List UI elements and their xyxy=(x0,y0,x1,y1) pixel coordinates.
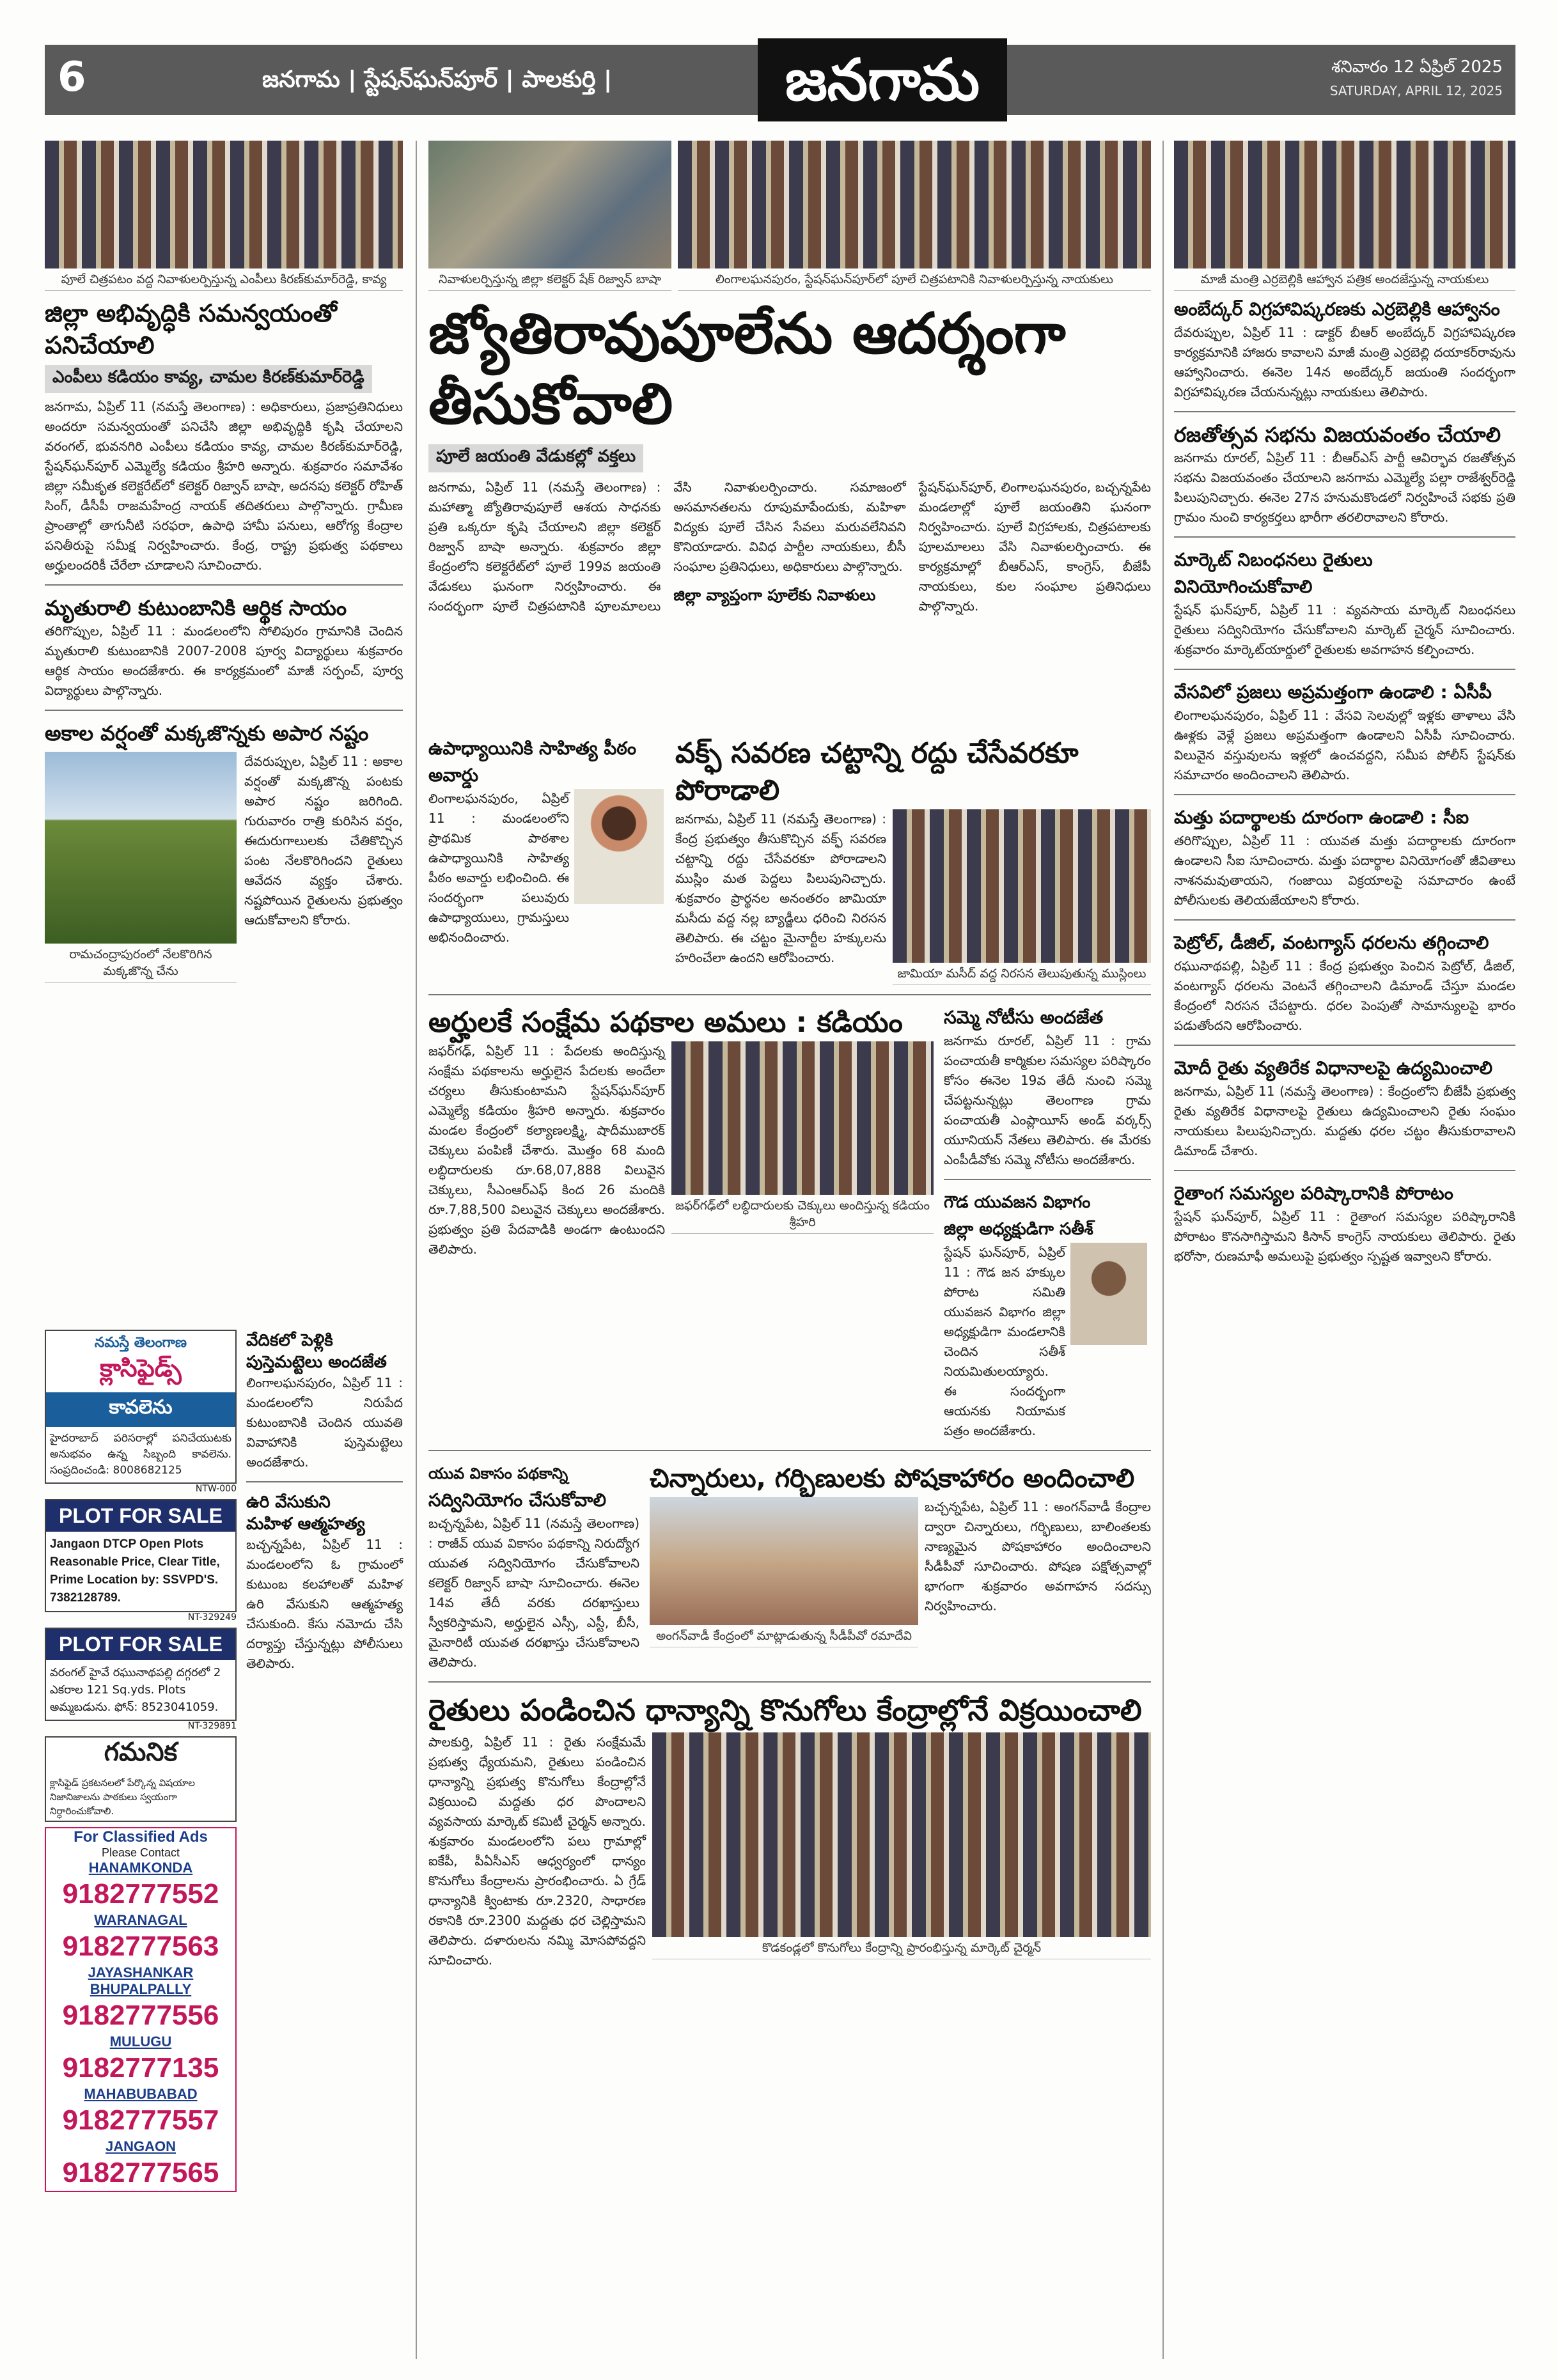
contact-region: JANGAON xyxy=(105,2138,176,2154)
article-body: దేవరుప్పుల, ఏప్రిల్ 11 : అకాల వర్షంతో మక్కజొన్న పంటకు అపార నష్టం జరిగింది. గురువారం రాత్రి కురిసిన వర్షం, ఈదురుగాలులకు చేతికొచ్చిన పంట నేలకొరిగిందని రైతులు ఆవేదన వ్యక్తం చేశారు. నష్టపోయిన రైతులను ప్రభుత్వం ఆదుకోవాలని కోరారు. xyxy=(244,754,403,928)
waqf-story xyxy=(675,735,1151,985)
photo-caption: అంగన్‌వాడీ కేంద్రంలో మాట్లాడుతున్న సీడీపీవో రమాదేవి xyxy=(650,1625,918,1647)
headline: యువ వికాసం పథకాన్ని xyxy=(428,1465,568,1482)
headline: సమ్మె నోటీసు అందజేత xyxy=(944,1007,1104,1028)
divider xyxy=(428,1681,1151,1683)
photo-anganwadi xyxy=(650,1497,918,1625)
photo-collector-tribute xyxy=(428,141,671,268)
subheadline: మహిళ ఆత్మహత్య xyxy=(246,1514,365,1534)
kicker: ఎంపీలు కడియం కావ్య, చామల కిరణ్‌కుమార్‌రెడ్డి xyxy=(45,365,372,393)
notice-box xyxy=(45,1736,237,1822)
photo-caption: పూలే చిత్రపటం వద్ద నివాళులర్పిస్తున్న ఎంపీలు కిరణ్‌కుమార్‌రెడ్డి, కావ్య xyxy=(45,268,403,291)
contact-box xyxy=(45,1827,237,2192)
contact-region: WARANAGAL xyxy=(94,1912,187,1928)
subheadline: పుస్తెమట్టెలు అందజేత xyxy=(246,1353,387,1372)
plot-ad-body: వరంగల్ హైవే రఘునాథపల్లి దగ్గరలో 2 ఎకరాల 121 Sq.yds. Plots అమ్మబడును. ఫోన్: 8523041059. xyxy=(50,1666,221,1714)
kavalenu-body: హైదరాబాద్ పరిసరాల్లో పనిచేయుటకు అనుభవం ఉన్న సిబ్బంది కావలెను. సంప్రదించండి: 8008682125 xyxy=(50,1432,231,1477)
youth-story xyxy=(428,1460,639,1672)
nutrition-story xyxy=(650,1460,1151,1672)
divider xyxy=(1174,411,1515,412)
column-1b xyxy=(246,1330,403,1674)
welfare-story xyxy=(428,1004,934,1441)
photo-protest xyxy=(893,809,1151,963)
masthead-regions: జనగామ | స్టేషన్‌ఘన్‌పూర్ | పాలకుర్తి | xyxy=(262,66,613,93)
article-body: తరిగొప్పుల, ఏప్రిల్ 11 : మండలంలోని సోలిపురం గ్రామానికి చెందిన మృతురాలి కుటుంబానికి 2007-2008 పూర్వ విద్యార్థులు శుక్రవారం ఆర్థిక సాయం అందజేశారు. ఈ కార్యక్రమంలో మాజీ సర్పంచ్, పూర్వ విద్యార్థులు పాల్గొన్నారు. xyxy=(45,623,403,698)
plot-ad-heading: PLOT FOR SALE xyxy=(46,1500,235,1532)
headline: మోదీ రైతు వ్యతిరేక విధానాలపై ఉద్యమించాలి xyxy=(1174,1057,1492,1078)
article-body: దేవరుప్పుల, ఏప్రిల్ 11 : డాక్టర్ బీఆర్ అంబేద్కర్ విగ్రహావిష్కరణ కార్యక్రమానికి హాజరు కావాలని మాజీ మంత్రి ఎర్రబెల్లి దయాకర్‌రావును ఆహ్వానించారు. ఈనెల 14న అంబేద్కర్ జయంతి సందర్భంగా విగ్రహావిష్కరణ చేయనున్నట్లు నాయకులు తెలిపారు. xyxy=(1174,325,1515,400)
photo-damaged-crop xyxy=(45,752,237,944)
grain-story xyxy=(428,1692,1151,1970)
photo-caption: లింగాలఘనపురం, స్టేషన్‌ఘన్‌పూర్‌లో పూలే చిత్రపటానికి నివాళులర్పిస్తున్న నాయకులు xyxy=(678,268,1151,291)
headline: అంబేద్కర్ విగ్రహావిష్కరణకు ఎర్రబెల్లికి ఆహ్వానం xyxy=(1174,299,1500,320)
article-body: లింగాలఘనపురం, ఏప్రిల్ 11 : మండలంలోని ప్రాథమిక పాఠశాల ఉపాధ్యాయినికి సాహిత్య పీఠం అవార్డు లభించింది. ఈ సందర్భంగా పలువురు ఉపాధ్యాయులు, గ్రామస్తులు అభినందించారు. xyxy=(428,791,569,945)
divider xyxy=(246,1481,403,1482)
contact-subheading: Please Contact xyxy=(101,1846,180,1859)
article-body: బచ్చన్నపేట, ఏప్రిల్ 11 : మండలంలోని ఓ గ్రామంలో కుటుంబ కలహాలతో మహిళ ఉరి వేసుకుని ఆత్మహత్య చేసుకుంది. కేసు నమోదు చేసి దర్యాప్తు చేస్తున్నట్లు పోలీసులు తెలిపారు. xyxy=(246,1537,403,1671)
headline: వేసవిలో ప్రజలు అప్రమత్తంగా ఉండాలి : ఏసీపీ xyxy=(1174,681,1492,703)
headline: మత్తు పదార్థాలకు దూరంగా ఉండాలి : సీఐ xyxy=(1174,807,1469,828)
photo-pule-tribute xyxy=(45,141,403,268)
divider xyxy=(45,584,403,586)
award-story xyxy=(428,735,665,985)
article-body: స్టేషన్ ఘన్‌పూర్, ఏప్రిల్ 11 : వ్యవసాయ మార్కెట్ నిబంధనలు రైతులు సద్వినియోగం చేసుకోవాలని మార్కెట్ చైర్మన్ సూచించారు. శుక్రవారం మార్కెట్‌యార్డులో రైతులకు అవగాహన కల్పించారు. xyxy=(1174,602,1515,657)
notice-body: క్లాసిఫైడ్ ప్రకటనలలో పేర్కొన్న విషయాల నిజానిజాలను పాఠకులు స్వయంగా నిర్ధారించుకోవాలి. xyxy=(50,1777,195,1817)
headline: అకాల వర్షంతో మక్కజొన్నకు అపార నష్టం xyxy=(45,721,369,745)
lead-kicker: పూలే జయంతి వేడుకల్లో వక్తలు xyxy=(428,444,643,472)
column-rule xyxy=(1162,141,1164,2359)
photo-teacher xyxy=(574,789,664,904)
notice-heading: గమనిక xyxy=(104,1738,178,1767)
subheadline: జిల్లా అధ్యక్షుడిగా సతీశ్ xyxy=(944,1220,1093,1239)
headline: వేదికలో పెళ్లికి xyxy=(246,1331,333,1350)
headline: గౌడ యువజన విభాగం xyxy=(944,1193,1091,1212)
lead-headline: జ్యోతిరావుపూలేను ఆదర్శంగా తీసుకోవాలి xyxy=(428,300,1066,437)
headline: ఉరి వేసుకుని xyxy=(246,1493,331,1512)
article-body: జనగామ, ఏప్రిల్ 11 (నమస్తే తెలంగాణ) : అధికారులు, ప్రజాప్రతినిధులు అందరూ సమన్వయంతో పనిచేసి జిల్లా అభివృద్ధికి కృషి చేయాలని వరంగల్, భువనగిరి ఎంపీలు కడియం కావ్య, చామల కిరణ్‌కుమార్‌రెడ్డి, స్టేషన్‌ఘన్‌పూర్ ఎమ్మెల్యే కడియం శ్రీహరి అన్నారు. శుక్రవారం సమావేశం జిల్లా సమీకృత కలెక్టరేట్‌లో కలెక్టర్ రిజ్వాన్ బాషా, అదనపు కలెక్టర్ రోహిత్ సింగ్, డీసీపీ రాజమహేంద్ర నాయక్ తదితరులు పాల్గొన్నారు. గ్రామీణ ప్రాంతాల్లో తాగునీటి సరఫరా, ఉపాధి హామీ పనులు, ఆరోగ్య కేంద్రాల పనితీరుపై సమీక్ష నిర్వహించారు. కేంద్ర, రాష్ట్ర ప్రభుత్వ పథకాలు అర్హులందరికీ చేరేలా చూడాలని సూచించారు. xyxy=(45,399,403,573)
article-body: జనగామ, ఏప్రిల్ 11 (నమస్తే తెలంగాణ) : కేంద్ర ప్రభుత్వం తీసుకొచ్చిన వక్ఫ్ సవరణ చట్టాన్ని రద్దు చేసేవరకూ పోరాడాలని ముస్లిం మత పెద్దలు పిలుపునిచ్చారు. శుక్రవారం ప్రార్థనల అనంతరం జామియా మసీదు వద్ద నల్ల బ్యాడ్జీలు ధరించి నిరసన తెలిపారు. ఈ చట్టం మైనార్టీల హక్కులను హరించేలా ఉందని ఆరోపించారు. xyxy=(675,811,886,965)
divider xyxy=(1174,1045,1515,1046)
headline: ఉపాధ్యాయినికి సాహిత్య పీఠం అవార్డు xyxy=(428,738,637,786)
headline: అర్హులకే సంక్షేమ పథకాల అమలు : కడియం xyxy=(428,1006,903,1039)
divider xyxy=(1174,669,1515,670)
contact-region: JAYASHANKAR BHUPALPALLY xyxy=(88,1964,194,1997)
column-rule xyxy=(416,141,417,2359)
classifieds-title: క్లాసిఫైడ్స్ xyxy=(100,1354,182,1382)
masthead xyxy=(45,45,1515,115)
article-body: స్టేషన్ ఘన్‌పూర్, ఏప్రిల్ 11 : రైతాంగ సమస్యల పరిష్కారానికి పోరాటం కొనసాగిస్తామని కిసాన్ కాంగ్రెస్ నాయకులు తెలిపారు. రైతు భరోసా, రుణమాఫీ అమలుపై ప్రభుత్వం స్పష్టత ఇవ్వాలని కోరారు. xyxy=(1174,1209,1515,1264)
article-body: బచ్చన్నపేట, ఏప్రిల్ 11 : అంగన్‌వాడీ కేంద్రాల ద్వారా చిన్నారులు, గర్భిణులు, బాలింతలకు నాణ్యమైన పోషకాహారం అందించాలని సీడీపీవో సూచించారు. పోషణ పక్షోత్సవాల్లో భాగంగా శుక్రవారం అవగాహన సదస్సు నిర్వహించారు. xyxy=(925,1499,1151,1614)
photo-caption: కొడకండ్లలో కొనుగోలు కేంద్రాన్ని ప్రారంభిస్తున్న మార్కెట్ చైర్మన్ xyxy=(652,1937,1151,1959)
divider xyxy=(1174,919,1515,921)
headline: రజతోత్సవ సభను విజయవంతం చేయాలి xyxy=(1174,423,1501,447)
divider xyxy=(428,994,1151,995)
article-body: జఫర్‌గఢ్, ఏప్రిల్ 11 : పేదలకు అందిస్తున్న సంక్షేమ పథకాలను అర్హులైన పేదలకు అందేలా చర్యలు తీసుకుంటామని స్టేషన్‌ఘన్‌పూర్ ఎమ్మెల్యే కడియం శ్రీహరి అన్నారు. శుక్రవారం మండల కేంద్రంలో కల్యాణలక్ష్మి, షాదీముబారక్ చెక్కులు పంపిణీ చేశారు. మొత్తం 68 మంది లబ్ధిదారులకు రూ.68,07,888 విలువైన చెక్కులు, సీఎంఆర్‌ఎఫ్ కింద 26 మందికి రూ.7,88,500 విలువైన చెక్కులు అందజేశారు. ప్రభుత్వం ప్రతి పేదవాడికి అండగా ఉంటుందని తెలిపారు. xyxy=(428,1043,665,1257)
photo-grain-centre xyxy=(652,1732,1151,1937)
headline: రైతాంగ సమస్యల పరిష్కారానికి పోరాటం xyxy=(1174,1183,1453,1204)
photo-leaders-tribute xyxy=(678,141,1151,268)
divider xyxy=(1174,1170,1515,1171)
headline: చిన్నారులు, గర్భిణులకు పోషకాహారం అందించాలి xyxy=(650,1464,1135,1493)
contact-phone: 9182777557 xyxy=(62,2104,219,2136)
notice-story xyxy=(944,1004,1151,1441)
plot-ad-2 xyxy=(45,1628,237,1721)
contact-phone: 9182777552 xyxy=(62,1878,219,1909)
photo-caption: జఫర్‌గఢ్‌లో లబ్ధిదారులకు చెక్కులు అందిస్తున్న కడియం శ్రీహరి xyxy=(671,1195,934,1234)
ad-ref: NT-329891 xyxy=(187,1721,237,1731)
kavalenu-heading: కావలెను xyxy=(46,1392,235,1427)
subheadline: సద్వినియోగం చేసుకోవాలి xyxy=(428,1489,606,1511)
date-telugu: శనివారం 12 ఏప్రిల్ 2025 xyxy=(1331,58,1503,77)
article-body: లింగాలఘనపురం, ఏప్రిల్ 11 : వేసవి సెలవుల్లో ఇళ్లకు తాళాలు వేసి ఊళ్లకు వెళ్లే ప్రజలు అప్రమత్తంగా ఉండాలని ఏసీపీ సూచించారు. విలువైన వస్తువులను ఇళ్లలో ఉంచవద్దని, సమీప పోలీస్ స్టేషన్‌కు సమాచారం అందించాలని తెలిపారు. xyxy=(1174,708,1515,782)
article-body: స్టేషన్‌ఘన్‌పూర్, లింగాలఘనపురం, బచ్చన్నపేట మండలాల్లో పూలే జయంతిని ఘనంగా నిర్వహించారు. పూలే విగ్రహాలకు, చిత్రపటాలకు పూలమాలలు వేసి నివాళులర్పించారు. ఈ కార్యక్రమాల్లో బీఆర్‌ఎస్, కాంగ్రెస్, బీజేపీ నాయకులు, కుల సంఘాల ప్రతినిధులు పాల్గొన్నారు. xyxy=(918,479,1151,614)
classifieds-brand: నమస్తే తెలంగాణ xyxy=(94,1335,187,1351)
photo-invitation xyxy=(1174,141,1515,268)
article-body: బచ్చన్నపేట, ఏప్రిల్ 11 (నమస్తే తెలంగాణ) : రాజీవ్ యువ వికాసం పథకాన్ని నిరుద్యోగ యువత సద్వినియోగం చేసుకోవాలని కలెక్టర్ రిజ్వాన్ బాషా సూచించారు. ఈనెల 14వ తేదీ వరకు దరఖాస్తులు స్వీకరిస్తామని, అర్హులైన ఎస్సీ, ఎస్టీ, బీసీ, మైనారిటీ యువత దరఖాస్తు చేసుకోవాలని తెలిపారు. xyxy=(428,1516,639,1670)
plot-ad-body: Jangaon DTCP Open Plots Reasonable Price, Clear Title, Prime Location by: SSVPD'S. 7382128789. xyxy=(50,1537,220,1605)
article-body: రఘునాథపల్లి, ఏప్రిల్ 11 : కేంద్ర ప్రభుత్వం పెంచిన పెట్రోల్, డీజిల్, వంటగ్యాస్ ధరలను వెంటనే తగ్గించాలని డిమాండ్ చేస్తూ మండల కేంద్రంలో నిరసన చేపట్టారు. ధరల పెంపుతో సామాన్యులపై భారం పడుతోందని ఆరోపించారు. xyxy=(1174,958,1515,1033)
article-body: జనగామ, ఏప్రిల్ 11 (నమస్తే తెలంగాణ) : మహాత్మా జ్యోతిరావుపూలే ఆశయ సాధనకు ప్రతి ఒక్కరూ కృషి చేయాలని జిల్లా కలెక్టర్ రిజ్వాన్ బాషా అన్నారు. శుక్రవారం జిల్లా కేంద్రంలోని కలెక్టరేట్‌లో పూలే 199వ జయంతి వేడుకలు ఘనంగా నిర్వహించారు. ఈ సందర్భంగా పూలే చిత్రపటానికి పూలమాలలు వేసి నివాళులర్పించారు. సమాజంలో అసమానతలను రూపుమాపేందుకు, మహిళా విద్యకు పూలే చేసిన సేవలు మరువలేనివని కొనియాడారు. వివిధ పార్టీల నాయకులు, బీసీ సంఘాల ప్రతినిధులు, అధికారులు పాల్గొన్నారు. xyxy=(428,479,906,614)
article-body: స్టేషన్ ఘన్‌పూర్, ఏప్రిల్ 11 : గౌడ జన హక్కుల పోరాట సమితి యువజన విభాగం జిల్లా అధ్యక్షుడిగా మండలానికి చెందిన సతీశ్ నియమితులయ్యారు. ఈ సందర్భంగా ఆయనకు నియామక పత్రం అందజేశారు. xyxy=(944,1245,1065,1438)
divider xyxy=(1174,536,1515,538)
lead-story xyxy=(428,141,1151,616)
contact-region: MAHABUBABAD xyxy=(84,2086,198,2102)
photo-satish xyxy=(1070,1243,1147,1345)
contact-phone: 9182777563 xyxy=(62,1931,219,1962)
mid-stories xyxy=(428,735,1151,1970)
date-english: SATURDAY, APRIL 12, 2025 xyxy=(1329,83,1503,98)
divider xyxy=(45,710,403,711)
subheadline: జిల్లా వ్యాప్తంగా పూలేకు నివాళులు xyxy=(673,586,876,604)
ad-ref: NT-329249 xyxy=(187,1612,237,1622)
contact-phone: 9182777565 xyxy=(62,2157,219,2188)
headline: రైతులు పండించిన ధాన్యాన్ని కొనుగోలు కేంద్రాల్లోనే విక్రయించాలి xyxy=(428,1693,1142,1727)
contact-phone: 9182777556 xyxy=(62,2000,219,2031)
newspaper-logo: జనగామ xyxy=(758,38,1007,121)
article-body: జనగామ రూరల్, ఏప్రిల్ 11 : బీఆర్‌ఎస్ పార్టీ ఆవిర్భావ రజతోత్సవ సభను విజయవంతం చేయాలని జనగామ ఎమ్మెల్యే పల్లా రాజేశ్వర్‌రెడ్డి పిలుపునిచ్చారు. ఈనెల 27న హనుమకొండలో నిర్వహించే సభకు ప్రతి గ్రామం నుంచి కార్యకర్తలు భారీగా తరలిరావాలని కోరారు. xyxy=(1174,450,1515,525)
headline: వక్ఫ్ సవరణ చట్టాన్ని రద్దు చేసేవరకూ పోరాడాలి xyxy=(675,737,1079,807)
photo-caption: జామియా మసీద్ వద్ద నిరసన తెలుపుతున్న ముస్లింలు xyxy=(893,963,1151,985)
column-1 xyxy=(45,141,403,983)
article-body: తరిగొప్పుల, ఏప్రిల్ 11 : యువత మత్తు పదార్థాలకు దూరంగా ఉండాలని సీఐ సూచించారు. మత్తు పదార్థాల వినియోగంతో జీవితాలు నాశనమవుతాయని, గంజాయి విక్రయాలపై సమాచారం ఉంటే పోలీసులకు తెలియజేయాలని కోరారు. xyxy=(1174,833,1515,908)
headline: జిల్లా అభివృద్ధికి సమన్వయంతో పనిచేయాలి xyxy=(45,299,337,359)
divider xyxy=(428,1450,1151,1451)
classifieds-box xyxy=(45,1330,237,1484)
headline: మార్కెట్ నిబంధనలు రైతులు వినియోగించుకోవాలి xyxy=(1174,549,1373,597)
page-number: 6 xyxy=(58,54,86,101)
photo-cheque-distribution xyxy=(671,1041,934,1195)
ad-ref: NTW-000 xyxy=(195,1484,237,1494)
headline: పెట్రోల్, డీజిల్, వంటగ్యాస్ ధరలను తగ్గించాలి xyxy=(1174,932,1489,953)
photo-caption: రామచంద్రాపురంలో నేలకొరిగిన మక్కజొన్న చేను xyxy=(45,944,237,983)
classifieds-column xyxy=(45,1330,237,2192)
article-body: పాలకుర్తి, ఏప్రిల్ 11 : రైతు సంక్షేమమే ప్రభుత్వ ధ్యేయమని, రైతులు పండించిన ధాన్యాన్ని ప్రభుత్వ కొనుగోలు కేంద్రాల్లోనే విక్రయించి మద్దతు ధర పొందాలని వ్యవసాయ మార్కెట్ కమిటీ చైర్మన్ అన్నారు. శుక్రవారం మండలంలోని పలు గ్రామాల్లో ఐకేపీ, పీఏసీఎస్ ఆధ్వర్యంలో ధాన్యం కొనుగోలు కేంద్రాలను ప్రారంభించారు. ఏ గ్రేడ్ ధాన్యానికి క్వింటాకు రూ.2320, సాధారణ రకానికి రూ.2300 మద్దతు ధర చెల్లిస్తామని తెలిపారు. దళారులను నమ్మి మోసపోవద్దని సూచించారు. xyxy=(428,1734,646,1968)
plot-ad-1 xyxy=(45,1499,237,1612)
contact-list xyxy=(46,1860,235,2191)
article-body: జనగామ రూరల్, ఏప్రిల్ 11 : గ్రామ పంచాయతీ కార్మికుల సమస్యల పరిష్కారం కోసం ఈనెల 19వ తేదీ నుంచి సమ్మె చేపట్టనున్నట్లు తెలంగాణ గ్రామ పంచాయతీ ఎంప్లాయీస్ అండ్ వర్కర్స్ యూనియన్ నేతలు తెలిపారు. ఈ మేరకు ఎంపీడీవోకు సమ్మె నోటీసు అందజేశారు. xyxy=(944,1033,1151,1167)
contact-heading: For Classified Ads xyxy=(74,1828,208,1846)
contact-region: HANAMKONDA xyxy=(88,1860,193,1876)
plot-ad-heading: PLOT FOR SALE xyxy=(46,1629,235,1660)
photo-caption: మాజీ మంత్రి ఎర్రబెల్లికి ఆహ్వాన పత్రిక అందజేస్తున్న నాయకులు xyxy=(1174,268,1515,291)
photo-caption: నివాళులర్పిస్తున్న జిల్లా కలెక్టర్ షేక్ రిజ్వాన్ బాషా xyxy=(428,268,671,291)
contact-region: MULUGU xyxy=(109,2034,172,2049)
divider xyxy=(1174,794,1515,795)
divider xyxy=(944,1179,1151,1180)
article-body: లింగాలఘనపురం, ఏప్రిల్ 11 : మండలంలోని నిరుపేద కుటుంబానికి చెందిన యువతి వివాహానికి పుస్తెమట్టెలు అందజేశారు. xyxy=(246,1375,403,1470)
article-body: జనగామ, ఏప్రిల్ 11 (నమస్తే తెలంగాణ) : కేంద్రంలోని బీజేపీ ప్రభుత్వ రైతు వ్యతిరేక విధానాలపై రైతులు ఉద్యమించాలని రైతు సంఘం నాయకులు పిలుపునిచ్చారు. మద్దతు ధరల చట్టం తీసుకురావాలని డిమాండ్ చేశారు. xyxy=(1174,1084,1515,1158)
contact-phone: 9182777135 xyxy=(62,2052,219,2083)
column-4 xyxy=(1174,141,1515,1266)
headline: మృతురాలి కుటుంబానికి ఆర్థిక సాయం xyxy=(45,596,347,620)
